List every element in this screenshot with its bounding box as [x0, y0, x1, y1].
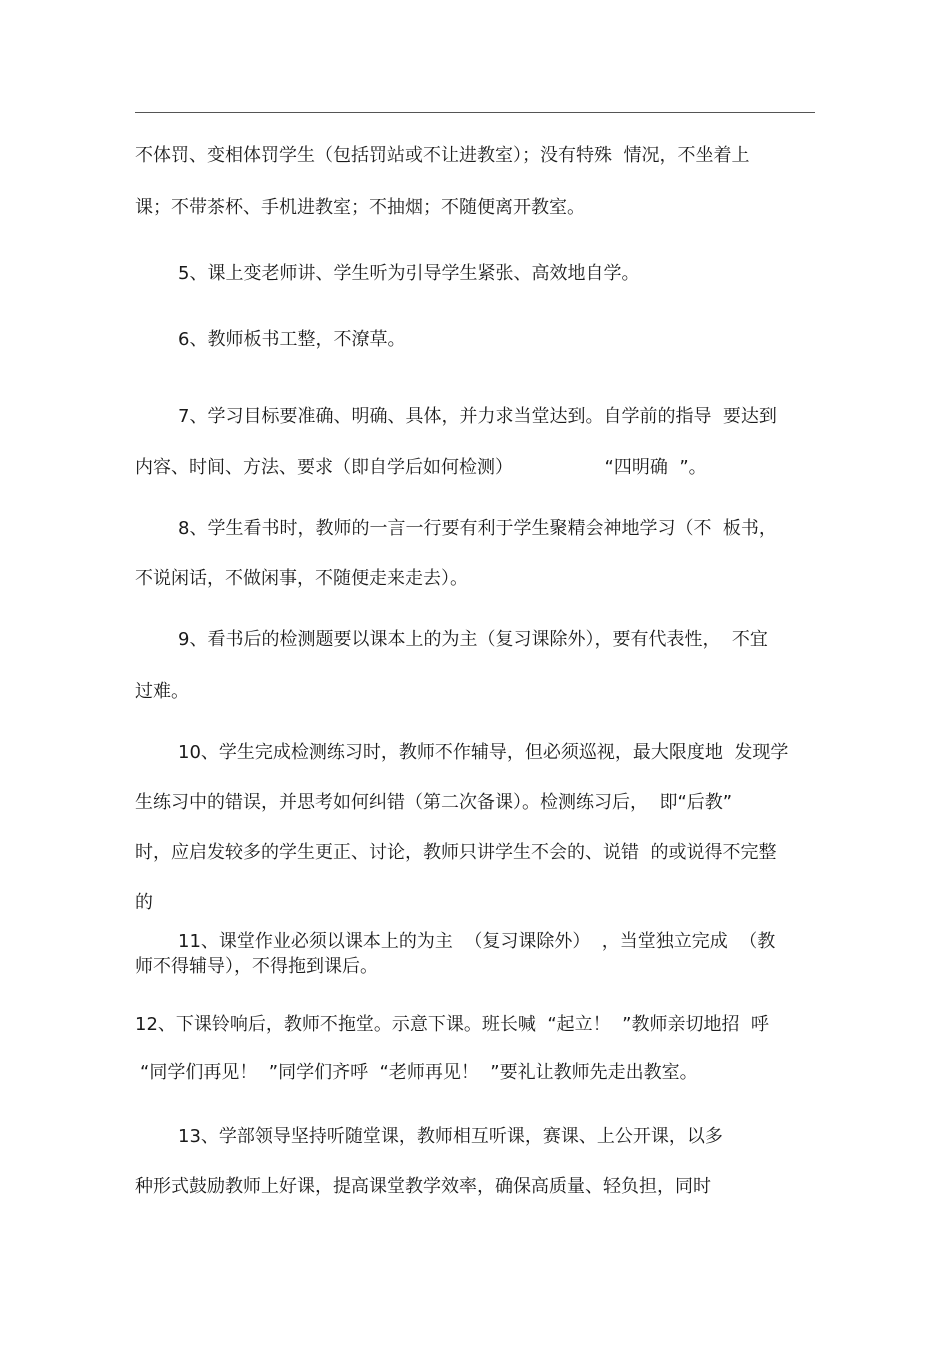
text-line: 过难。	[135, 681, 189, 702]
text-line: 师不得辅导），不得拖到课后。	[135, 956, 378, 977]
text-line: 生练习中的错误，并思考如何纠错（第二次备课）。检测练习后， 即“后教”	[135, 792, 733, 813]
text-line: 13、学部领导坚持听随堂课，教师相互听课，赛课、上公开课，以多	[178, 1126, 723, 1147]
header-rule	[135, 112, 815, 113]
text-line: 9、看书后的检测题要以课本上的为主（复习课除外），要有代表性， 不宜	[178, 629, 768, 650]
text-line: “同学们再见！ ”同学们齐呼 “老师再见！ ”要礼让教师先走出教室。	[140, 1062, 698, 1083]
text-line: 10、学生完成检测练习时，教师不作辅导，但必须巡视，最大限度地 发现学	[178, 742, 789, 763]
text-line: 12、下课铃响后，教师不拖堂。示意下课。班长喊 “起立！ ”教师亲切地招 呼	[135, 1014, 769, 1035]
text-line: 8、学生看书时，教师的一言一行要有利于学生聚精会神地学习（不 板书，	[178, 518, 777, 539]
text-line: 5、课上变老师讲、学生听为引导学生紧张、高效地自学。	[178, 263, 640, 284]
text-line: 不体罚、变相体罚学生（包括罚站或不让进教室）；没有特殊 情况，不坐着上	[135, 145, 750, 166]
text-line: 的	[135, 892, 153, 913]
text-line: 种形式鼓励教师上好课，提高课堂教学效率，确保高质量、轻负担，同时	[135, 1176, 711, 1197]
text-line: 11、课堂作业必须以课本上的为主 （复习课除外） ，当堂独立完成 （教	[178, 931, 776, 952]
text-line: 时，应启发较多的学生更正、讨论，教师只讲学生不会的、说错 的或说得不完整	[135, 842, 777, 863]
text-line: 不说闲话，不做闲事，不随便走来走去）。	[135, 568, 468, 589]
text-line: 课；不带茶杯、手机进教室；不抽烟；不随便离开教室。	[135, 197, 585, 218]
text-line: 内容、时间、方法、要求（即自学后如何检测） “四明确 ”。	[135, 457, 707, 478]
text-line: 7、学习目标要准确、明确、具体，并力求当堂达到。自学前的指导 要达到	[178, 406, 777, 427]
text-line: 6、教师板书工整，不潦草。	[178, 329, 406, 350]
